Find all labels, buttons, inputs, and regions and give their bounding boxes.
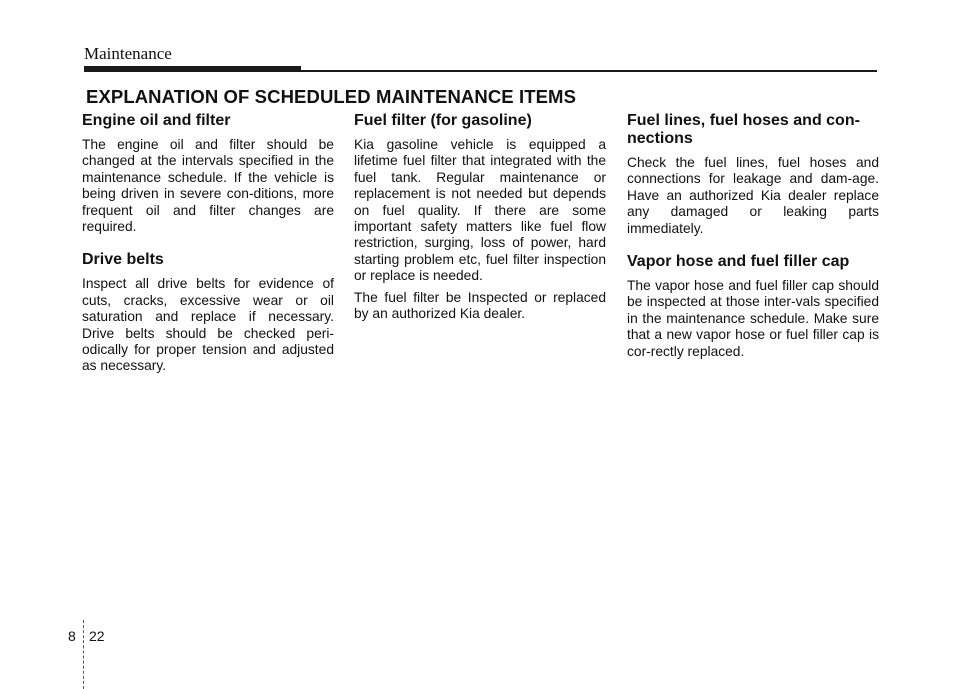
footer-divider (83, 620, 84, 689)
item-heading: Vapor hose and fuel filler cap (627, 253, 850, 271)
item-heading: Fuel filter (for gasoline) (354, 112, 532, 129)
footer-page-number: 22 (89, 628, 105, 644)
item-heading: Drive belts (82, 251, 164, 269)
item-vapor-hose (627, 253, 879, 360)
column-2 (354, 112, 606, 338)
item-paragraph: Inspect all drive belts for evidence of cuts, cracks, excessive wear or oil saturation and replace if necessary. Drive belts should be checked peri-odically for proper tension and adjusted as necessary. (82, 276, 334, 374)
item-fuel-filter (354, 112, 606, 322)
item-paragraph: The vapor hose and fuel filler cap should be inspected at those inter-vals specified in the maintenance schedule. Make sure that a new vapor hose or fuel filler cap is cor-rectly replaced. (627, 278, 879, 359)
item-heading: Engine oil and filter (82, 112, 231, 129)
item-paragraph: The engine oil and filter should be changed at the intervals specified in the maintenance schedule. If the vehicle is being driven in severe con-ditions, more frequent oil and filter changes are required. (82, 137, 334, 235)
item-fuel-lines (627, 112, 879, 237)
running-header-title: Maintenance (84, 44, 172, 63)
column-3 (627, 112, 879, 376)
column-1 (82, 112, 334, 391)
header-rule-thin (301, 70, 877, 72)
item-paragraph: Check the fuel lines, fuel hoses and connections for leakage and dam-age. Have an authorized Kia dealer replace any damaged or leaking parts immediately. (627, 155, 879, 236)
item-paragraph: The fuel filter be Inspected or replaced by an authorized Kia dealer. (354, 289, 606, 322)
item-drive-belts (82, 251, 334, 374)
footer-chapter-number: 8 (68, 628, 76, 644)
item-heading: Fuel lines, fuel hoses and con-nections (627, 112, 860, 147)
section-title: EXPLANATION OF SCHEDULED MAINTENANCE ITEMS (86, 86, 577, 107)
header-rule-thick (84, 66, 301, 72)
item-engine-oil-and-filter (82, 112, 334, 235)
item-paragraph: Kia gasoline vehicle is equipped a lifetime fuel filter that integrated with the fuel tank. Regular maintenance or replacement is not needed but depends on fuel quality. If there are some important safety matters like fuel flow restriction, surging, loss of power, hard starting problem etc, fuel filter inspection or replace is needed. (354, 137, 606, 284)
